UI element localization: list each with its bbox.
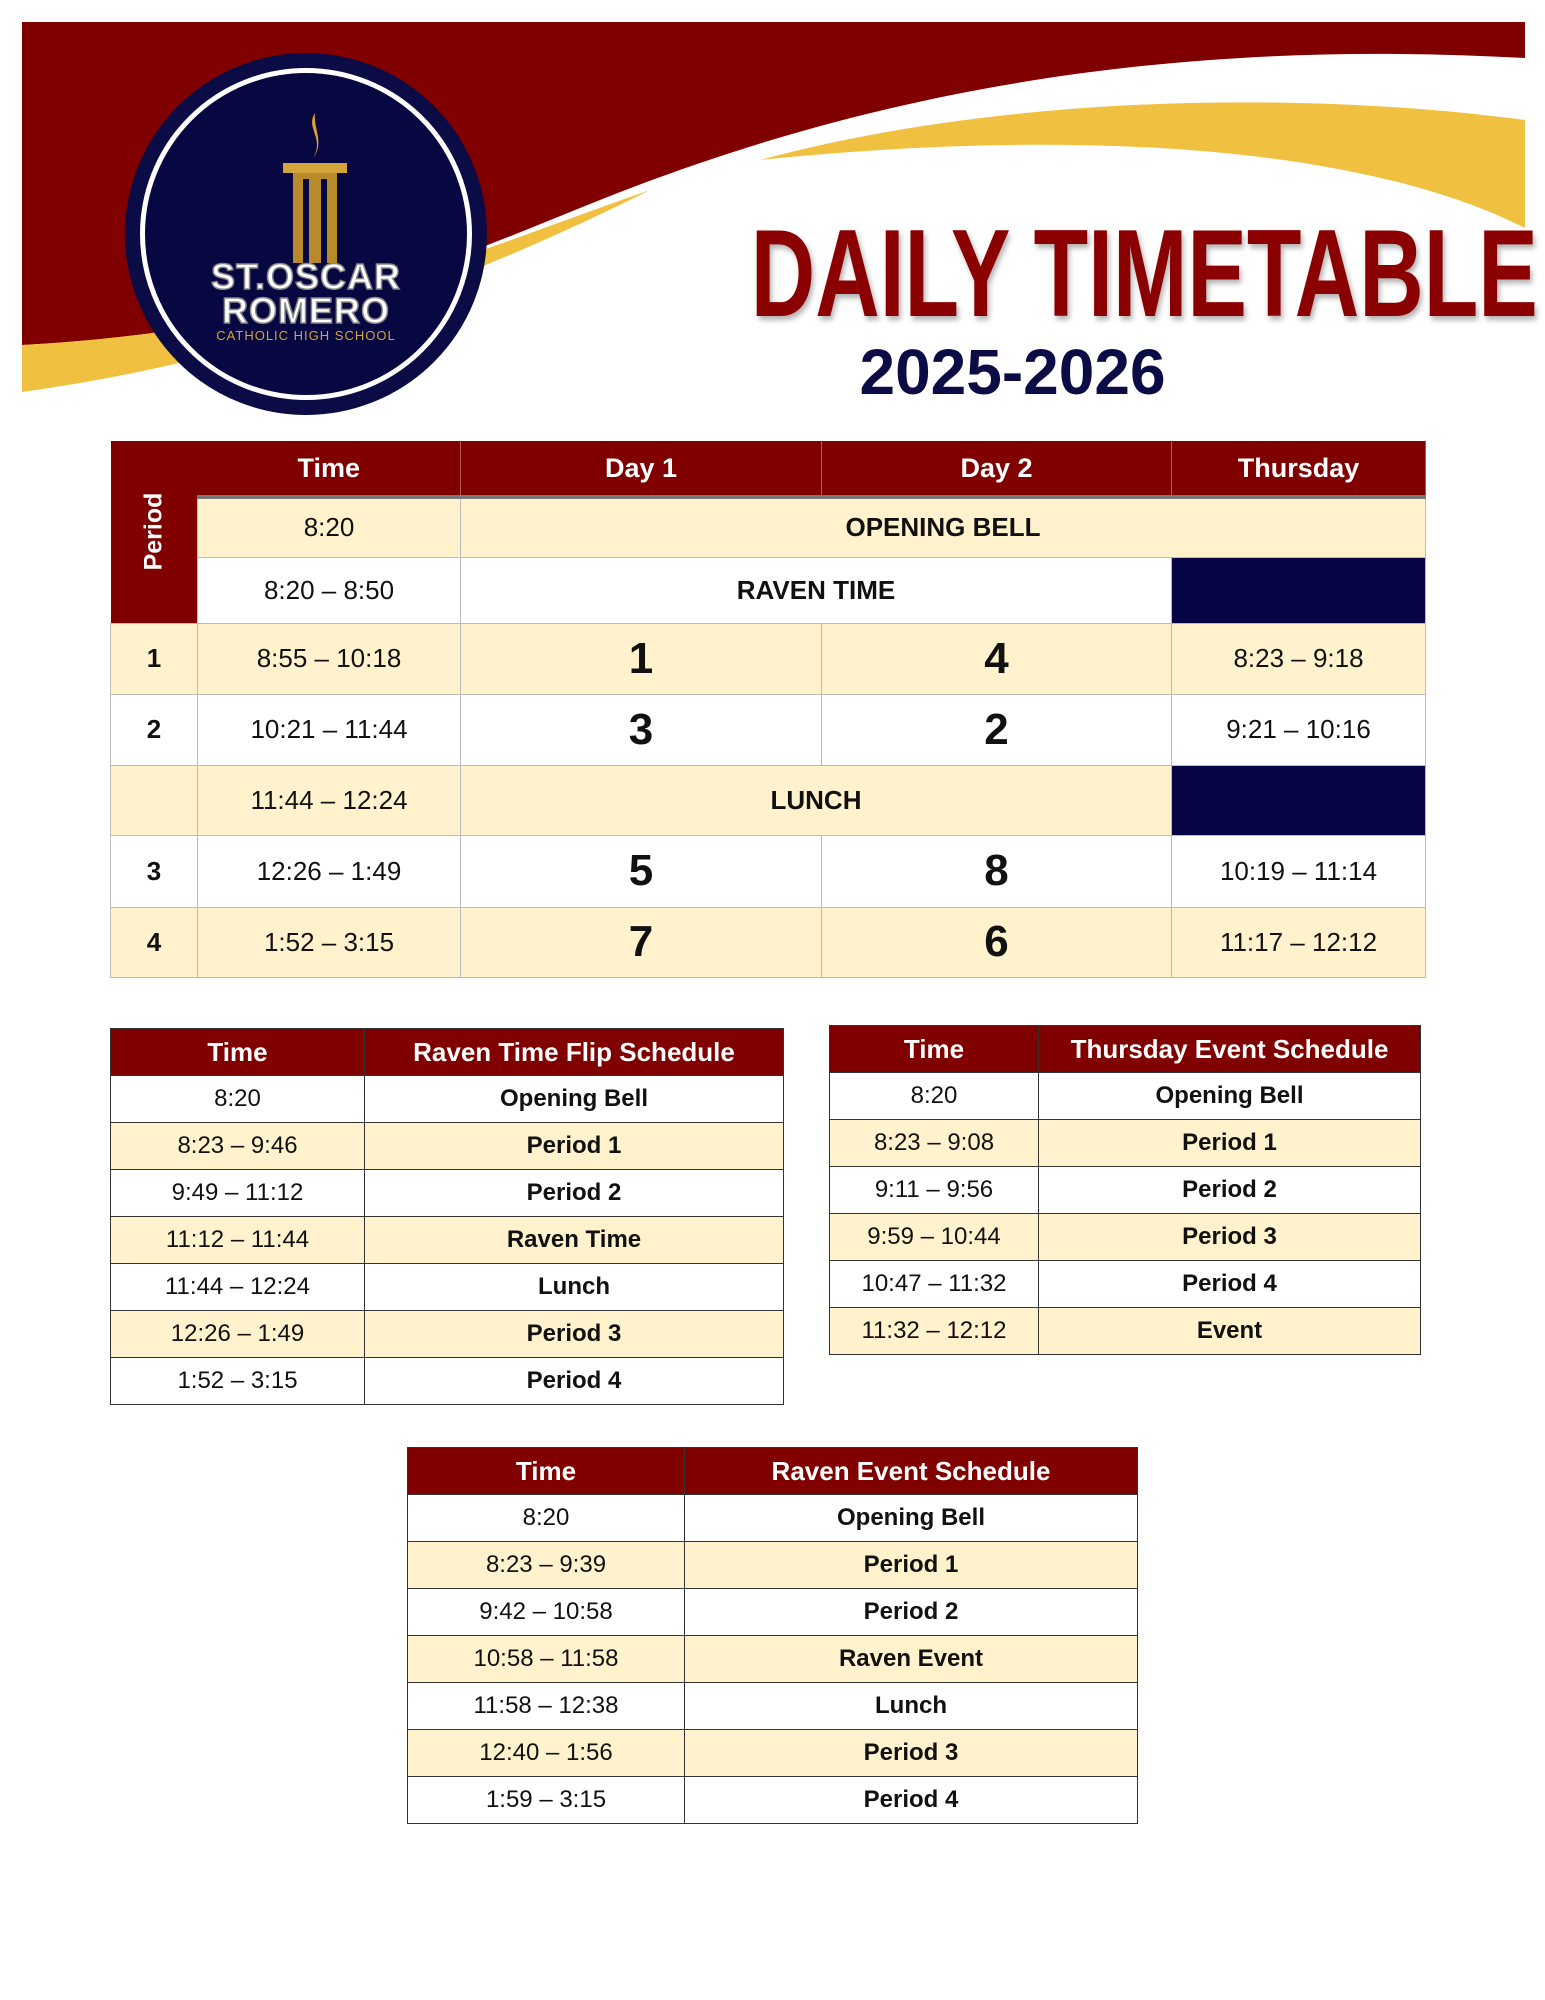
activity-cell: Event <box>1039 1308 1421 1355</box>
table-row <box>111 1217 784 1264</box>
activity-cell: Period 4 <box>685 1777 1138 1824</box>
table-row <box>830 1214 1421 1261</box>
day1-cell: 5 <box>461 835 822 907</box>
lunch-label: LUNCH <box>461 765 1172 835</box>
time-cell: 10:47 – 11:32 <box>830 1261 1039 1308</box>
raven-time-row <box>111 557 1426 623</box>
school-name-line3: CATHOLIC HIGH SCHOOL <box>216 328 396 343</box>
lunch-row <box>111 765 1426 835</box>
time-cell: 8:23 – 9:46 <box>111 1123 365 1170</box>
header-time: Time <box>408 1448 685 1495</box>
opening-bell-row <box>111 497 1426 557</box>
activity-cell: Period 2 <box>685 1589 1138 1636</box>
blocked-cell <box>1172 557 1426 623</box>
time-cell: 9:11 – 9:56 <box>830 1167 1039 1214</box>
period-number: 3 <box>111 835 198 907</box>
activity-cell: Period 1 <box>365 1123 784 1170</box>
header-title: Raven Time Flip Schedule <box>365 1029 784 1076</box>
table-row <box>111 694 1426 765</box>
table-row <box>408 1730 1138 1777</box>
activity-cell: Period 3 <box>1039 1214 1421 1261</box>
day1-cell: 7 <box>461 907 822 977</box>
time-cell: 9:42 – 10:58 <box>408 1589 685 1636</box>
day1-cell: 1 <box>461 623 822 694</box>
activity-cell: Period 4 <box>365 1358 784 1405</box>
header-title: Thursday Event Schedule <box>1039 1026 1421 1073</box>
school-year: 2025-2026 <box>859 336 1166 408</box>
activity-cell: Raven Time <box>365 1217 784 1264</box>
header-time: Time <box>111 1029 365 1076</box>
time-cell: 12:40 – 1:56 <box>408 1730 685 1777</box>
raven-event-schedule <box>407 1447 1138 1824</box>
table-row <box>111 1076 784 1123</box>
time-cell: 8:20 – 8:50 <box>198 557 461 623</box>
time-cell: 8:20 <box>111 1076 365 1123</box>
header-day1: Day 1 <box>461 441 822 497</box>
table-row <box>830 1073 1421 1120</box>
time-cell: 12:26 – 1:49 <box>111 1311 365 1358</box>
table-row <box>111 623 1426 694</box>
time-cell: 8:23 – 9:08 <box>830 1120 1039 1167</box>
time-cell: 8:20 <box>198 497 461 557</box>
activity-cell: Lunch <box>685 1683 1138 1730</box>
table-row <box>111 1311 784 1358</box>
time-cell: 11:58 – 12:38 <box>408 1683 685 1730</box>
activity-cell: Lunch <box>365 1264 784 1311</box>
activity-cell: Opening Bell <box>365 1076 784 1123</box>
table-row <box>111 1170 784 1217</box>
day2-cell: 8 <box>822 835 1172 907</box>
header-thursday: Thursday <box>1172 441 1426 497</box>
header-time: Time <box>198 441 461 497</box>
period-number: 1 <box>111 623 198 694</box>
table-row <box>111 1123 784 1170</box>
time-cell: 10:58 – 11:58 <box>408 1636 685 1683</box>
activity-cell: Period 4 <box>1039 1261 1421 1308</box>
table-row <box>408 1636 1138 1683</box>
raven-time-flip-schedule <box>110 1028 784 1405</box>
table-row <box>111 1264 784 1311</box>
activity-cell: Period 2 <box>365 1170 784 1217</box>
period-number: 2 <box>111 694 198 765</box>
header-time: Time <box>830 1026 1039 1073</box>
thursday-cell: 9:21 – 10:16 <box>1172 694 1426 765</box>
blocked-cell <box>1172 765 1426 835</box>
activity-cell: Opening Bell <box>1039 1073 1421 1120</box>
day2-cell: 2 <box>822 694 1172 765</box>
header-title: Raven Event Schedule <box>685 1448 1138 1495</box>
table-row <box>408 1777 1138 1824</box>
time-cell: 11:12 – 11:44 <box>111 1217 365 1264</box>
table-row <box>408 1683 1138 1730</box>
page-title: DAILY TIMETABLE <box>750 205 1538 343</box>
table-row <box>830 1167 1421 1214</box>
time-cell: 1:52 – 3:15 <box>111 1358 365 1405</box>
time-cell: 1:59 – 3:15 <box>408 1777 685 1824</box>
activity-cell: Period 2 <box>1039 1167 1421 1214</box>
thursday-cell: 10:19 – 11:14 <box>1172 835 1426 907</box>
day2-cell: 4 <box>822 623 1172 694</box>
time-cell: 9:49 – 11:12 <box>111 1170 365 1217</box>
table-row <box>111 835 1426 907</box>
time-cell: 10:21 – 11:44 <box>198 694 461 765</box>
table-row <box>830 1261 1421 1308</box>
table-row <box>111 1358 784 1405</box>
activity-cell: Period 3 <box>685 1730 1138 1777</box>
activity-cell: Period 1 <box>1039 1120 1421 1167</box>
time-cell: 1:52 – 3:15 <box>198 907 461 977</box>
table-row <box>408 1542 1138 1589</box>
table-row <box>408 1495 1138 1542</box>
table-row <box>830 1308 1421 1355</box>
day2-cell: 6 <box>822 907 1172 977</box>
time-cell: 11:44 – 12:24 <box>111 1264 365 1311</box>
day1-cell: 3 <box>461 694 822 765</box>
time-cell: 9:59 – 10:44 <box>830 1214 1039 1261</box>
school-name-line1: ST.OSCAR <box>210 256 402 297</box>
raven-time-label: RAVEN TIME <box>461 557 1172 623</box>
time-cell: 8:20 <box>408 1495 685 1542</box>
header-day2: Day 2 <box>822 441 1172 497</box>
activity-cell: Period 1 <box>685 1542 1138 1589</box>
time-cell: 11:32 – 12:12 <box>830 1308 1039 1355</box>
time-cell: 8:55 – 10:18 <box>198 623 461 694</box>
table-row <box>111 907 1426 977</box>
opening-bell-label: OPENING BELL <box>461 497 1426 557</box>
school-name-line2: ROMERO <box>222 290 390 331</box>
table-row <box>830 1120 1421 1167</box>
period-number: 4 <box>111 907 198 977</box>
activity-cell: Opening Bell <box>685 1495 1138 1542</box>
time-cell: 12:26 – 1:49 <box>198 835 461 907</box>
period-header: Period <box>111 441 198 623</box>
school-logo <box>125 53 487 415</box>
time-cell: 8:20 <box>830 1073 1039 1120</box>
activity-cell: Period 3 <box>365 1311 784 1358</box>
thursday-cell: 11:17 – 12:12 <box>1172 907 1426 977</box>
time-cell: 8:23 – 9:39 <box>408 1542 685 1589</box>
activity-cell: Raven Event <box>685 1636 1138 1683</box>
table-row <box>408 1589 1138 1636</box>
thursday-cell: 8:23 – 9:18 <box>1172 623 1426 694</box>
daily-timetable <box>110 441 1426 978</box>
empty-cell <box>111 765 198 835</box>
time-cell: 11:44 – 12:24 <box>198 765 461 835</box>
thursday-event-schedule <box>829 1025 1421 1355</box>
